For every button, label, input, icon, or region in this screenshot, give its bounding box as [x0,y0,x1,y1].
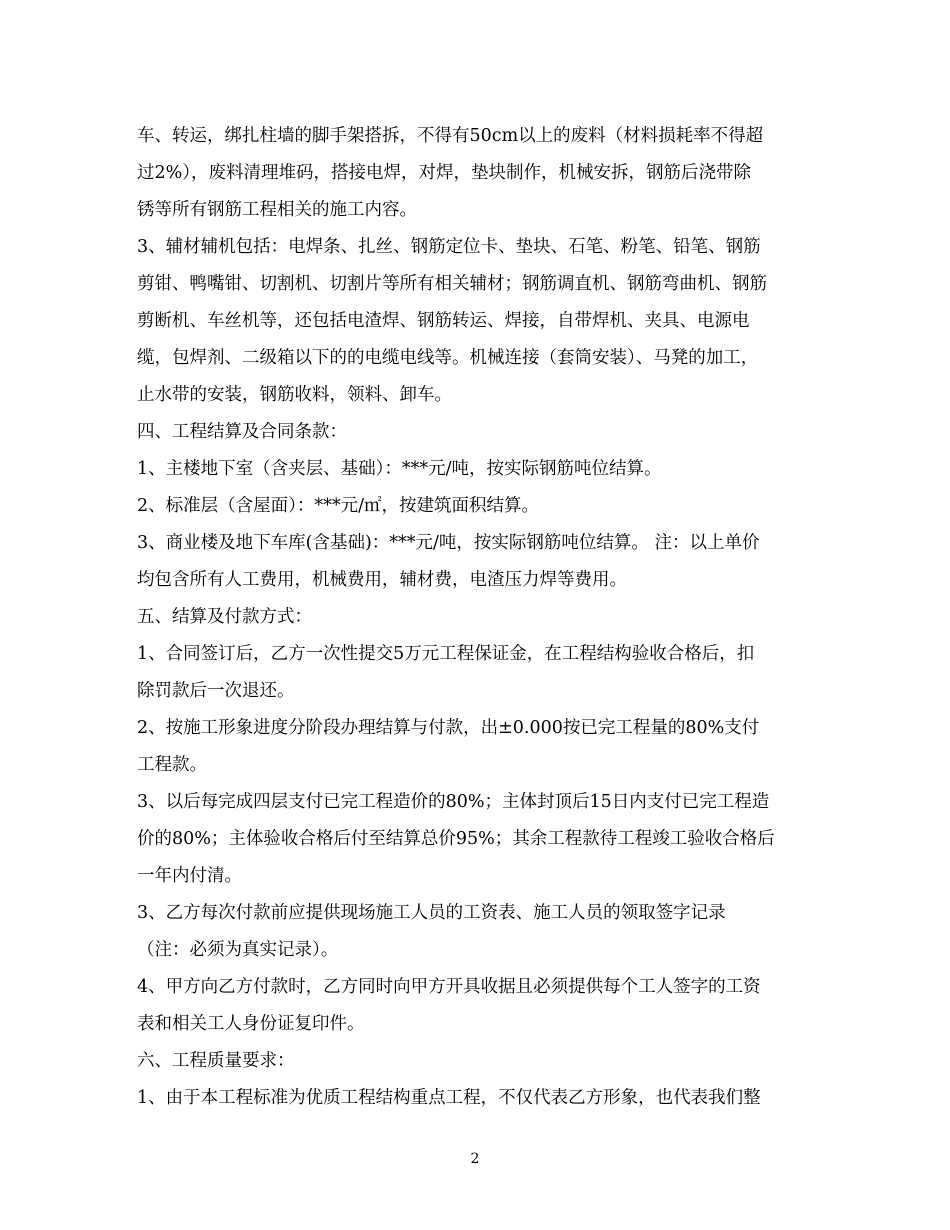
text-line: 工程款。 [137,755,207,775]
text-line: 1、由于本工程标准为优质工程结构重点工程，不仅代表乙方形象，也代表我们整 [137,1088,761,1108]
text-line: 3、商业楼及地下车库(含基础)：***元/吨，按实际钢筋吨位结算。 注：以上单价 [137,533,760,553]
text-line: 2、标准层（含屋面）：***元/㎡，按建筑面积结算。 [137,496,540,516]
text-line: 1、主楼地下室（含夹层、基础）：***元/吨，按实际钢筋吨位结算。 [137,459,662,479]
text-line: 剪断机、车丝机等，还包括电渣焊、钢筋转运、焊接，自带焊机、夹具、电源电 [137,311,750,331]
text-line: 价的80%；主体验收合格后付至结算总价95%；其余工程款待工程竣工验收合格后 [137,829,775,849]
text-line: 2、按施工形象进度分阶段办理结算与付款，出±0.000按已完工程量的80%支付 [137,718,760,738]
text-line: 表和相关工人身份证复印件。 [137,1014,365,1034]
text-line: 一年内付清。 [137,866,242,886]
text-line: 过2%），废料清理堆码，搭接电焊，对焊，垫块制作，机械安拆，钢筋后浇带除 [137,163,752,183]
section-heading: 六、工程质量要求： [137,1051,295,1071]
text-line: （注：必须为真实记录）。 [137,940,339,960]
section-heading: 四、工程结算及合同条款： [137,422,347,442]
text-line: 除罚款后一次退还。 [137,681,295,701]
text-line: 3、以后每完成四层支付已完工程造价的80%；主体封顶后15日内支付已完工程造 [137,792,770,812]
text-line: 剪钳、鸭嘴钳、切割机、切割片等所有相关辅材；钢筋调直机、钢筋弯曲机、钢筋 [137,274,767,294]
text-line: 缆，包焊剂、二级箱以下的的电缆电线等。机械连接（套筒安装）、马凳的加工， [137,348,759,368]
text-line: 止水带的安装，钢筋收料，领料、卸车。 [137,385,452,405]
document-body [137,118,817,1117]
text-line: 3、辅材辅机包括：电焊条、扎丝、钢筋定位卡、垫块、石笔、粉笔、铅笔、钢筋 [137,237,761,257]
text-line: 3、乙方每次付款前应提供现场施工人员的工资表、施工人员的领取签字记录 [137,903,726,923]
section-heading: 五、结算及付款方式： [137,607,312,627]
text-line: 车、转运，绑扎柱墙的脚手架搭拆，不得有50cm以上的废料（材料损耗率不得超 [137,126,764,146]
text-line: 锈等所有钢筋工程相关的施工内容。 [137,200,417,220]
page-number: 2 [470,1151,480,1167]
text-line: 1、合同签订后，乙方一次性提交5万元工程保证金，在工程结构验收合格后，扣 [137,644,755,664]
text-line: 4、甲方向乙方付款时，乙方同时向甲方开具收据且必须提供每个工人签字的工资 [137,977,761,997]
text-line: 均包含所有人工费用，机械费用，辅材费，电渣压力焊等费用。 [137,570,627,590]
